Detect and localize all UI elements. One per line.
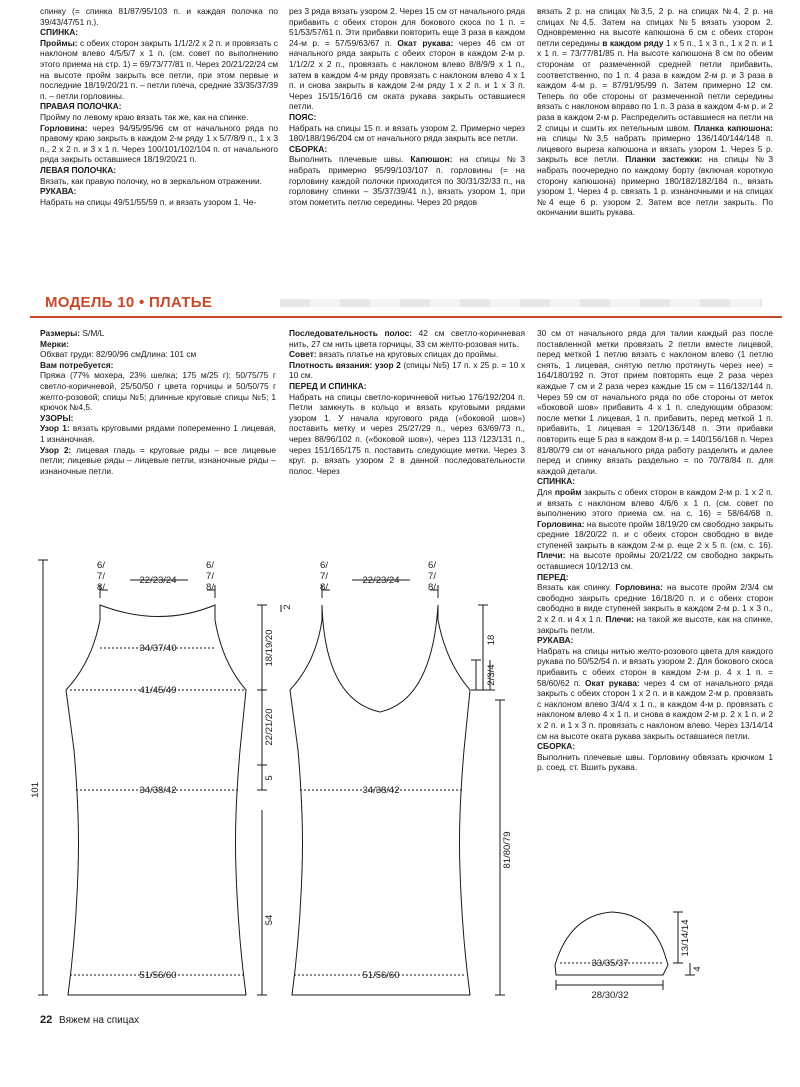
- paragraph-text: на высоте проймы 20/21/22 см свободно закрыть оставшиеся 10/12/13 см.: [537, 550, 773, 572]
- back-waist-label: 34/38/42: [139, 785, 177, 796]
- paragraph-text: на высоте пройм 2/3/4 см свободно закрыть средние 16/18/20 п. и с обеих сторон свободно в виде ступеней закрыть в каждом 2-м р. 1 х 3 п., 2 х 2 п. и 4 х 1 п.: [537, 582, 773, 625]
- paragraph-text: на спицы №3 набрать примерно 95/99/103/107 п. горловины (= на горловину каждой полочки приходится по 30/31/32/33 п., на горловину спинки – 35/37/39/41 п.), вязать узором 1, при этом пометить петлю середины. Через 20 рядов: [289, 154, 526, 207]
- paragraph-text: 30 см от начального ряда для талии каждый раз после поставленной метки провязать 2 петли вместе лицевой, перед меткой 1 петлю вязать с наклоном влево (1 петлю снять, 1 лицевая, снятую петлю протянуть через нее) = 164/180/192 п. Этот прием повторять еще 2 раза через каждые 7 см и 2 раза через каждые 15 см = 116/132/144 п. Через 59 см от начального ряда по обе стороны от меток «боковой шов» прибавить 4 х 1 п. следующим образом: после метки 1 лицевая, 1 п. прибавить, перед меткой 1 п. прибавить, 1 лицевая = 120/136/148 п. Эти прибавки повторить еще 5 раз в каждом 8-м р. = 140/156/168 п. Через 81/80/79 см от начального ряда работу разделить и далее перед и спинку вязать раздельно = по 70/78/84 п. для каждой детали.: [537, 328, 773, 476]
- front-neck-steps-label: 2/3/4: [486, 664, 497, 686]
- bold-lead: Размеры:: [40, 328, 81, 338]
- section-heading: ЛЕВАЯ ПОЛОЧКА:: [40, 164, 117, 175]
- sleeve-bottom-width-label: 28/30/32: [591, 990, 629, 1001]
- sleeve-cuff-height-label: 4: [692, 966, 703, 972]
- section-heading: ПЕРЕД:: [537, 571, 569, 582]
- paragraph-text: Выполнить плечевые швы. Горловину обвязать крючком 1 р. соед. ст. Вшить рукава.: [537, 751, 773, 773]
- bold-lead: Последовательность полос:: [289, 328, 413, 338]
- bold-lead: Узор 1:: [40, 423, 70, 434]
- front-hem-label: 51/56/60: [362, 970, 400, 981]
- section-heading: ПОЯС:: [289, 111, 317, 122]
- bold-lead: Окат рукава:: [584, 677, 640, 688]
- paragraph-text: спинку (= спинка 81/87/95/103 п. и каждая полочка по 39/43/47/51 п.).: [40, 6, 278, 27]
- front-neck-depth-label: 18: [486, 634, 497, 646]
- back-skirt-length-label: 54: [264, 914, 275, 926]
- bold-lead: Мерки:: [40, 338, 69, 349]
- sleeve-cap-height-label: 13/14/14: [680, 919, 691, 957]
- front-waist-label: 34/38/42: [362, 785, 400, 796]
- bold-lead: Плечи:: [605, 614, 634, 625]
- paragraph-text: 42 см светло-коричневая нить, 27 см нить цвета горчицы, 33 см желто-розовая нить.: [289, 328, 525, 349]
- back-chest-upper-label: 34/37/40: [139, 643, 177, 654]
- bold-lead: Горловина:: [40, 122, 88, 133]
- paragraph-text: Набрать на спицы нитью желто-розового цвета для каждого рукава по 50/52/54 п. и вязать узором 2. Для бокового скоса прибавить с обеих сторон в каждом 2-м р. 4 х 1 п. = 58/60/62 п.: [537, 645, 773, 688]
- front-strap-left-label: 6/ 7/ 8/: [320, 560, 328, 593]
- magazine-name: Вяжем на спицах: [59, 1015, 140, 1026]
- section-heading: УЗОРЫ:: [40, 412, 74, 423]
- front-piece-outline: [290, 605, 470, 995]
- page-number: 22: [40, 1014, 53, 1026]
- paragraph-text: с обеих сторон закрыть 1/1/2/2 х 2 п. и провязать с наклоном влево 4/5/5/7 х 1 п. (см. совет по выполнению этого приема на стр. 1) = 69/73/77/81 п. Через 20/21/22/24 см на высоте пройм закрыть все петли, при этом первые и последние 18/19/20/21 п. – петли плеча, средние 33/35/37/39 п. – петли горловины.: [40, 37, 278, 101]
- section-heading: СБОРКА:: [537, 741, 576, 752]
- paragraph-text: Вязать, как правую полочку, но в зеркальном отражении.: [40, 175, 262, 186]
- section-heading: СПИНКА:: [537, 476, 576, 487]
- front-neck-label: 22/23/24: [362, 575, 400, 586]
- model-title: МОДЕЛЬ 10 • ПЛАТЬЕ: [45, 294, 213, 311]
- bold-lead: Планки застежки:: [625, 154, 703, 165]
- paragraph-text: Вязать как спинку.: [537, 582, 616, 593]
- bold-lead: Совет:: [289, 349, 317, 360]
- bold-lead: Горловина:: [537, 518, 585, 529]
- back-neck-label: 22/23/24: [139, 575, 177, 586]
- page-footer: [40, 1014, 139, 1026]
- back-armhole-depth-label: 18/19/20: [264, 629, 275, 667]
- paragraph-text: Пройму по левому краю вязать так же, как на спинке.: [40, 111, 249, 122]
- section-heading: СПИНКА:: [40, 27, 79, 38]
- back-waist-section-label: 22/21/20: [264, 708, 275, 746]
- bold-lead: в каждом ряду: [602, 37, 664, 48]
- bold-lead: Вам потребуется:: [40, 359, 114, 370]
- bold-lead: Планка капюшона:: [693, 122, 773, 133]
- back-neck-depth-label: 2: [282, 604, 293, 610]
- front-strap-right-label: 6/ 7/ 8/: [428, 560, 436, 593]
- sleeve-cap-width-label: 33/35/37: [591, 958, 629, 969]
- bold-lead: Узор 2:: [40, 444, 72, 455]
- bold-lead: Капюшон:: [410, 154, 453, 165]
- bold-lead: Проймы:: [40, 37, 78, 48]
- bold-lead: Горловина:: [615, 582, 663, 593]
- paragraph-text: через 46 см от начального ряда закрыть с обеих сторон в каждом 2-м р. 1/1/2/2 х 2 п., провязать с наклоном влево 8/8/9/9 х 1 п., затем в каждом 4-м ряду провязать с наклоном влево 4 х 1 п. и снова закрыть в каждом 2-м ряду 1 х 2 п. и 1 х 3 п. Через 15/15/16/16 см оката рукава закрыть оставшиеся петли.: [289, 37, 525, 112]
- paragraph-text: Набрать на спицы светло-коричневой нитью 176/192/204 п. Петли замкнуть в кольцо и вязать круговыми рядами узором 1. У начала кругового ряда («боковой шов») поставить метку и через 25/27/29 п., через 63/69/73 п., через 88/96/102 п. («боковой шов»), через 113 /123/131 п., через 151/165/175 п. поставить следующие метки. Через 3 круг. р. вязать узором 2 в данной последовательности полос. Через: [289, 391, 525, 476]
- section-heading: РУКАВА:: [537, 635, 574, 646]
- paragraph-text: закрыть с обеих сторон в каждом 2-м р. 1 х 2 п. и вязать с наклоном влево 4/6/6 х 1 п. (см. совет по выполнению этого приема см. на с. 16) = 58/64/68 п.: [537, 486, 773, 519]
- paragraph-text: (спицы №5) 17 п. х 25 р. = 10 х 10 см.: [289, 359, 526, 381]
- section-heading: ПЕРЕД И СПИНКА:: [289, 380, 367, 391]
- paragraph-text: рез 3 ряда вязать узором 2. Через 15 см от начального ряда прибавить с обеих сторон для бокового скоса по 1 п. = 51/53/57/61 п. Эти прибавки повторить еще 3 раза в каждом 24-м р. = 57/59/63/67 п.: [289, 6, 525, 48]
- paragraph-text: Пряжа (77% мохера, 23% шелка; 175 м/25 г): 50/75/75 г светло-коричневой, 25/50/50 г цвета горчицы и 50/50/75 г желто-розовой; спицы №5; длинные круговые спицы №5; 1 крючок №4,5.: [40, 370, 276, 413]
- section-heading: ПРАВАЯ ПОЛОЧКА:: [40, 101, 122, 112]
- back-waist-gap-label: 5: [264, 775, 275, 781]
- front-body-length-label: 81/80/79: [502, 831, 513, 869]
- bold-lead: Плотность вязания: узор 2: [289, 359, 401, 370]
- back-hem-label: 51/56/60: [139, 970, 177, 981]
- back-strap-right-label: 6/ 7/ 8/: [206, 560, 214, 593]
- paragraph-text: через 4 см от начального ряда закрыть с обеих сторон 1 х 2 п. и в каждом 2-м р. провязать с наклоном влево 3/4/4 х 1 п., в каждом 4-м р. провязать с наклоном влево 4 х 1 п. и снова в каждом 2-м р. 2 х 1 п. и 2 х 2 п. и 1 х 3 п. провязать с наклоном влево. Через 13/14/14 см на высоте оката рукава закрыть оставшиеся петли.: [537, 677, 773, 741]
- paragraph-text: вязать платье на круговых спицах до проймы.: [316, 349, 499, 360]
- back-chest-label: 41/45/49: [139, 685, 177, 696]
- paragraph-text: лицевая гладь = круговые ряды – все лицевые петли; лицевые ряды – лицевые петли, изнаночные ряды – изнаночные петли.: [40, 444, 276, 476]
- paragraph-text: на спицы №3 набрать поочередно по каждому борту (включая короткую сторону капюшона) примерно 180/182/182/184 п., вязать узором 1. Через 4 р. связать 1 р. изнаночными и на спицах №4 еще 6 р. узором 2. Затем все петли закрыть. По окончании вшить рукава.: [537, 154, 773, 218]
- paragraph-text: S/M/L: [80, 328, 105, 338]
- bold-lead: Окат рукава:: [397, 37, 454, 48]
- paragraph-text: Обхват груди: 82/90/96 см: [40, 349, 141, 360]
- bold-lead: Плечи:: [537, 550, 566, 561]
- bold-lead: пройм: [554, 486, 582, 497]
- paragraph-text: на спицы №3,5 набрать примерно 136/140/144/148 п. лицевого выреза капюшона и вязать узором 1. Через 5 р. закрыть все петли.: [537, 133, 773, 165]
- paragraph-text: 1 х 5 п., 1 х 3 п., 1 х 2 п. и 1 х 1 п. = 73/77/81/85 п. На высоте капюшона 8 см по обеим сторонам от размеченной средней петли прибавить, соответственно, по 1 п. 4 раза в каждом 2-м р. и 3 раза в каждом 4-м р. = 87/91/95/99 п. Затем примерно 12 см. Теперь по обе стороны от размеченной петли середины вязать с наклоном вправо по 1 п. 3 раза в каждом 4-м р. и 2 раза в каждом 2-м р. Распределить оставшиеся на петли на 2 спицы и сшить их петельным швом.: [537, 37, 773, 133]
- paragraph-text: Для: [537, 486, 555, 497]
- paragraph-text: Длина: 101 см: [140, 349, 197, 360]
- back-piece-outline: [66, 605, 246, 995]
- paragraph-text: на высоте пройм 18/19/20 см свободно закрыть средние 18/20/22 п. и с обеих сторон свободно в виде ступеней закрыть в каждом 2-м р. еще 2 х 5 п. (см. с. 16).: [537, 518, 773, 550]
- paragraph-text: вязать круговыми рядами попеременно 1 лицевая, 1 изнаночная.: [40, 423, 276, 444]
- paragraph-text: Набрать на спицы 49/51/55/59 п. и вязать узором 1. Че-: [40, 196, 257, 207]
- paragraph-text: на такой же высоте, как на спинке, закрыть петли.: [537, 614, 774, 635]
- paragraph-text: через 94/95/95/96 см от начального ряда по правому краю закрыть в каждом 2-м ряду 1 х 5/7/8/9 п., 1 х 3 п., 2 х 2 п. и 3 х 1 п. Через 100/101/102/104 п. от начального ряда закрыть оставшиеся 18/19/20/21 п.: [40, 122, 278, 165]
- section-heading: РУКАВА:: [40, 186, 77, 197]
- paragraph-text: Набрать на спицы 15 п. и вязать узором 2. Примерно через 180/188/196/204 см от начального ряда закрыть все петли.: [289, 122, 525, 144]
- paragraph-text: вязать 2 р. на спицах №3,5, 2 р. на спицах №4, 2 р. на спицах №4,5. Затем на спицах №5 вязать узором 2. Одновременно на высоте капюшона 6 см с обеих сторон петли середины: [537, 6, 773, 48]
- section-heading: СБОРКА:: [289, 143, 328, 154]
- back-strap-left-label: 6/ 7/ 8/: [97, 560, 105, 593]
- paragraph-text: Выполнить плечевые швы.: [289, 154, 411, 165]
- back-total-length-label: 101: [30, 782, 41, 798]
